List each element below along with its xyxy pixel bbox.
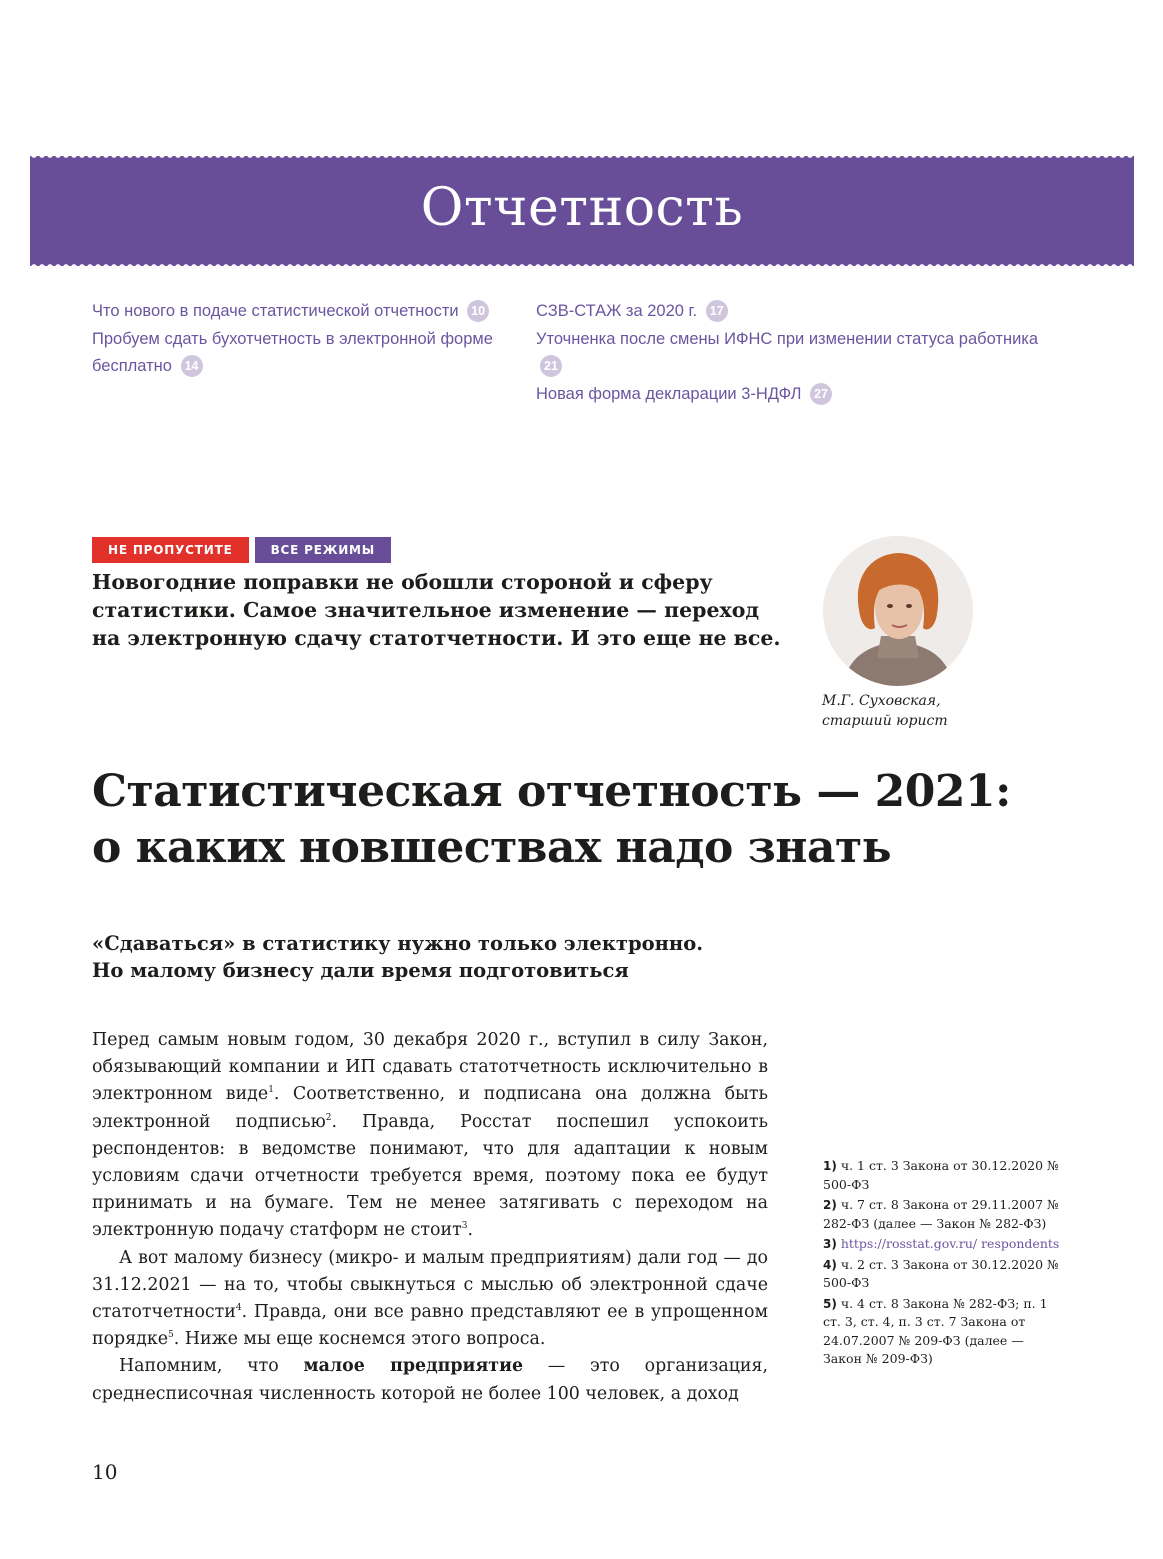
footnote-ref[interactable]: 3 (461, 1221, 468, 1232)
section-banner (30, 156, 1134, 266)
toc-page-badge: 17 (706, 300, 728, 322)
toc-item[interactable] (536, 298, 1056, 326)
toc-item-label[interactable]: СЗВ-СТАЖ за 2020 г. (536, 302, 698, 320)
toc-item[interactable] (92, 326, 512, 381)
toc-page-badge: 14 (181, 355, 203, 377)
author-portrait-icon (823, 536, 973, 686)
footnote: 3) https://rosstat.gov.ru/ respondents (823, 1236, 1060, 1251)
author-photo (823, 536, 973, 686)
toc-item[interactable] (536, 381, 1056, 409)
footnotes (823, 1157, 1063, 1371)
article-body (92, 1027, 768, 1408)
footnote-ref[interactable]: 1 (268, 1085, 274, 1096)
article-lead: Новогодние поправки не обошли стороной и сферу статистики. Самое значительное изменение — переход на электронную сдачу статотчетности. И это еще не все. (92, 570, 781, 650)
footnote: 1) ч. 1 ст. 3 Закона от 30.12.2020 № 500-ФЗ (823, 1158, 1059, 1192)
footnote-ref[interactable]: 5 (168, 1330, 174, 1341)
headline-line-2: о каких новшествах надо знать (92, 822, 892, 873)
toc-page-badge: 21 (540, 355, 562, 377)
section-subheading: «Сдаваться» в статистику нужно только электронно. Но малому бизнесу дали время подготовиться (92, 932, 703, 982)
page-number: 10 (92, 1460, 118, 1484)
toc-page-badge: 10 (467, 300, 489, 322)
toc-item[interactable] (536, 326, 1056, 381)
toc-page-badge: 27 (810, 383, 832, 405)
footnote-ref[interactable]: 4 (235, 1303, 242, 1314)
footnote: 2) ч. 7 ст. 8 Закона от 29.11.2007 № 282-ФЗ (далее — Закон № 282-ФЗ) (823, 1197, 1059, 1231)
toc-item-label[interactable]: Пробуем сдать бухотчетность в электронной форме бесплатно (92, 329, 493, 375)
toc-item-label[interactable]: Что нового в подаче статистической отчетности (92, 302, 459, 320)
footnote: 4) ч. 2 ст. 3 Закона от 30.12.2020 № 500-ФЗ (823, 1256, 1059, 1290)
toc-item[interactable] (92, 298, 512, 326)
footnote-ref[interactable]: 2 (325, 1112, 332, 1123)
rosstat-link[interactable]: https://rosstat.gov.ru/ respondents (840, 1236, 1060, 1251)
tag-dont-miss: НЕ ПРОПУСТИТЕ (92, 537, 249, 563)
body-paragraph: Перед самым новым годом, 30 декабря 2020 г., вступил в силу Закон, обязывающий компании и ИП сдавать статотчетность исключительно в электронном виде$^1$. Соответственно, и подписана она должна быть электронной подписью$^2$. Правда, Росстат поспешил успокоить респондентов: в ведомстве понимают, что для адаптации к новым условиям сдачи отчетности требуется время, поэтому пока ее будут принимать и на бумаге. Тем не менее затягивать с переходом на электронную подачу статформ не стоит$^3$. (92, 1030, 768, 1241)
toc-item-label[interactable]: Уточненка после смены ИФНС при изменении статуса работника (536, 329, 1039, 348)
author-role: старший юрист (822, 713, 948, 729)
toc-left-column (92, 298, 512, 381)
toc-item-label[interactable]: Новая форма декларации 3-НДФЛ (536, 384, 802, 403)
tag-all-regimes: ВСЕ РЕЖИМЫ (255, 537, 391, 563)
headline-line-1: Статистическая отчетность — 2021: (92, 766, 1011, 817)
article-headline (92, 764, 1092, 876)
author-name: М.Г. Суховская, (822, 693, 941, 709)
footnote: 5) ч. 4 ст. 8 Закона № 282-ФЗ; п. 1 ст. 3, ст. 4, п. 3 ст. 7 Закона от 24.07.2007 № 209-ФЗ (далее — Закон № 209-ФЗ) (823, 1295, 1048, 1366)
toc-right-column (536, 298, 1056, 408)
article-tags (92, 537, 397, 563)
author-caption (822, 691, 948, 731)
bold-term: малое предприятие (303, 1356, 524, 1377)
body-paragraph: Напомним, что малое предприятие — это организация, среднесписочная численность которой не более 100 человек, а доход (92, 1356, 768, 1404)
section-title: Отчетность (420, 178, 744, 238)
body-paragraph: А вот малому бизнесу (микро- и малым предприятиям) дали год — до 31.12.2021 — на то, чтобы свыкнуться с мыслью об электронной сдаче статотчетности$^4$. Правда, они все равно представляют ее в упрощенном порядке$^5$. Ниже мы еще коснемся этого вопроса. (92, 1247, 768, 1350)
